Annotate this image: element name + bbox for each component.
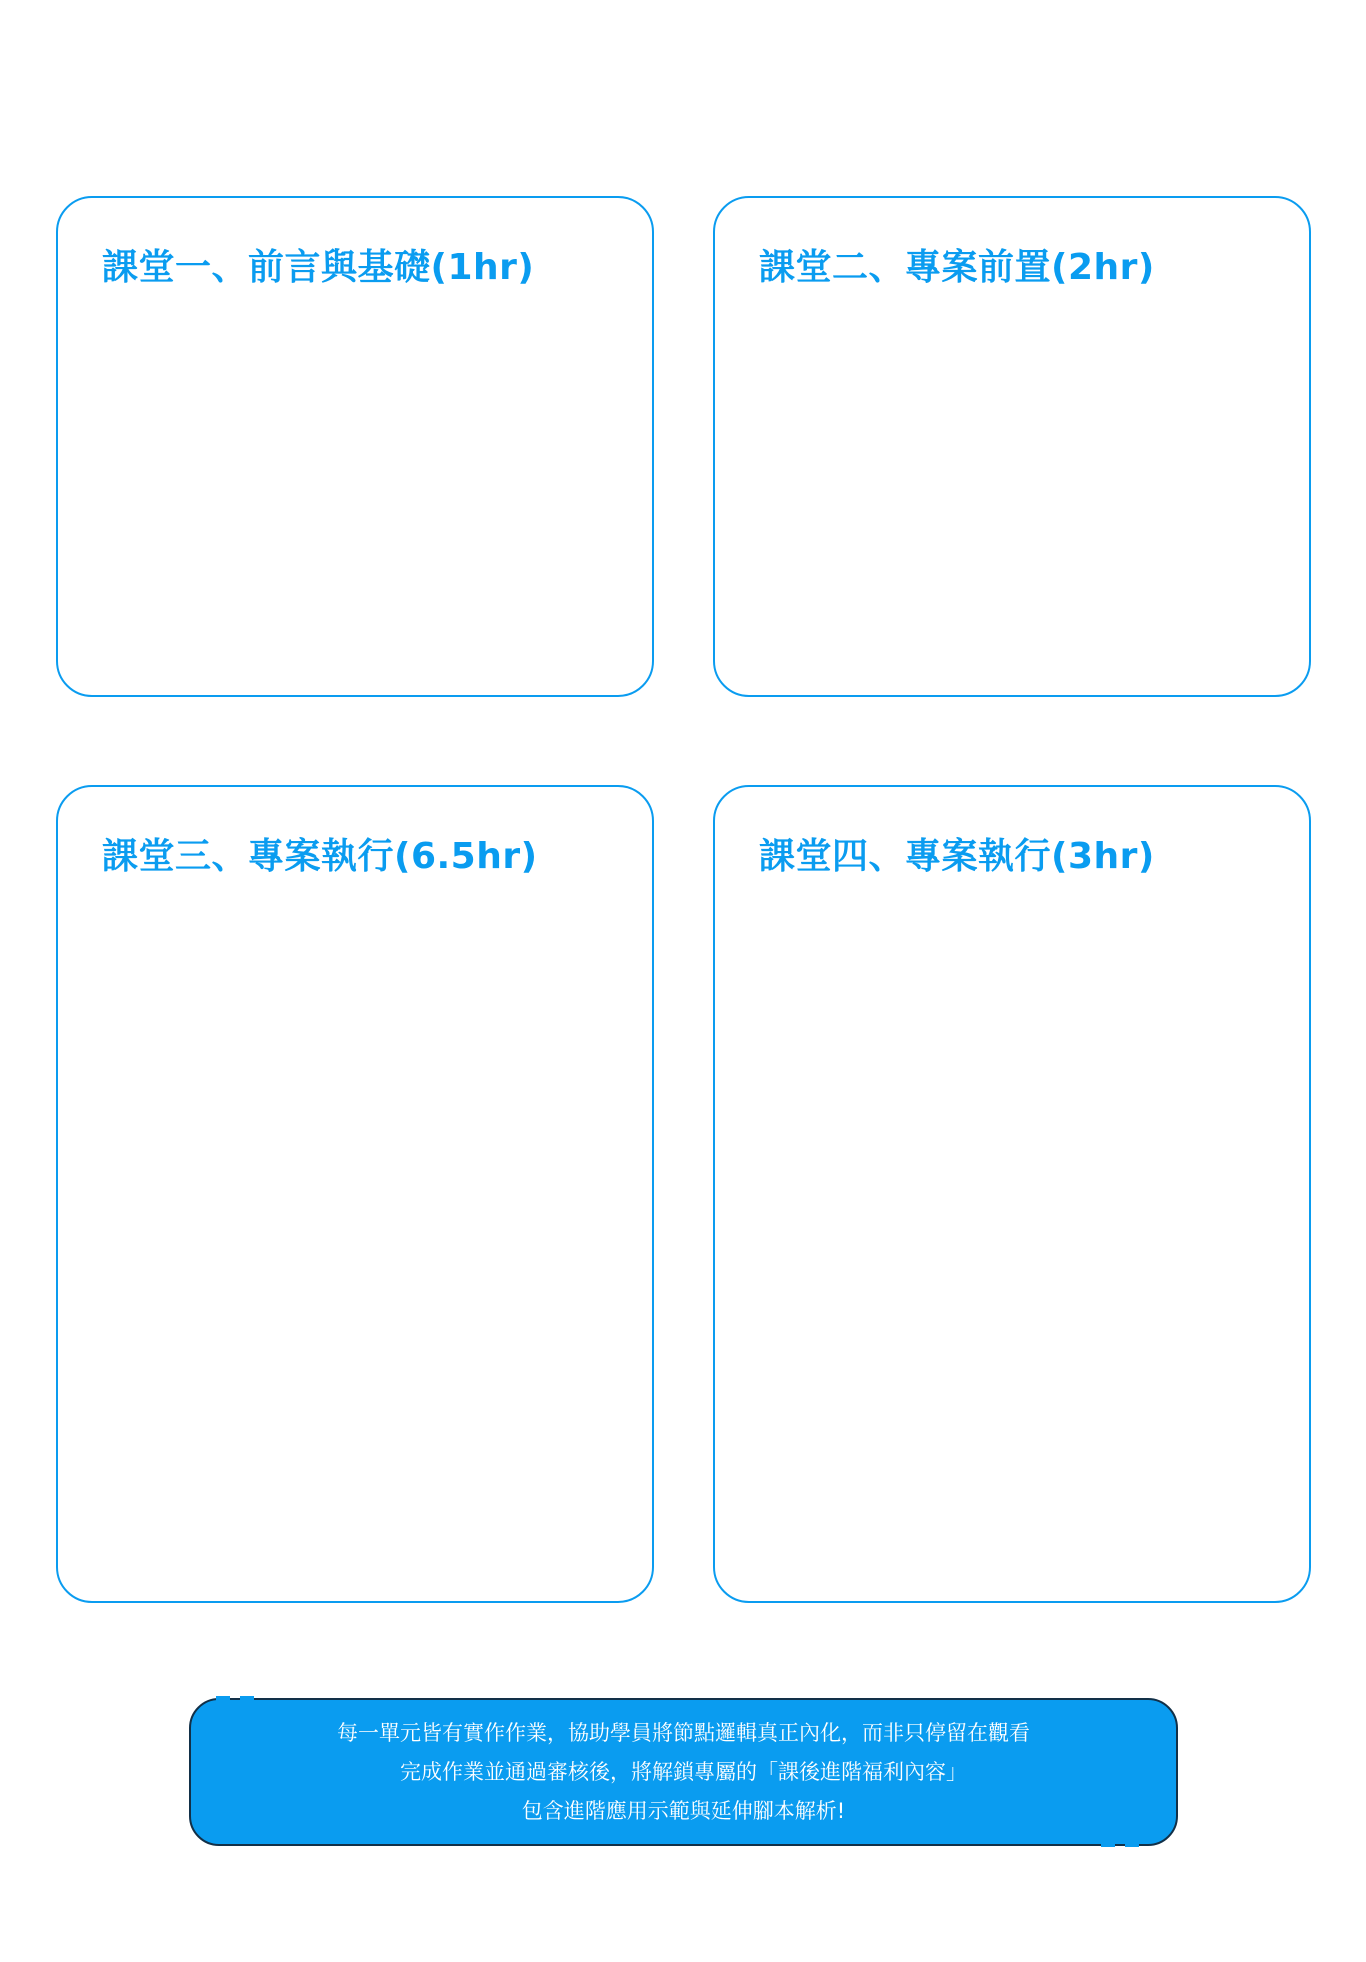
open-quote-icon [216,1696,254,1714]
lesson-2-card [713,196,1311,697]
note-line-1: 每一單元皆有實作作業，協助學員將節點邏輯真正內化，而非只停留在觀看 [337,1720,1030,1745]
lesson-2-title: 課堂二、專案前置(2hr) [759,247,1155,288]
lesson-4-title: 課堂四、專案執行(3hr) [759,836,1155,877]
lesson-4-card [713,785,1311,1603]
close-quote-icon [1101,1829,1139,1847]
lesson-3-title: 課堂三、專案執行(6.5hr) [102,836,538,877]
note-line-3: 包含進階應用示範與延伸腳本解析! [521,1798,846,1823]
homework-note-box [189,1698,1178,1846]
lesson-1-title: 課堂一、前言與基礎(1hr) [102,247,535,288]
lesson-3-card [56,785,654,1603]
note-line-2: 完成作業並通過審核後，將解鎖專屬的「課後進階福利內容」 [400,1759,967,1784]
lesson-1-card [56,196,654,697]
